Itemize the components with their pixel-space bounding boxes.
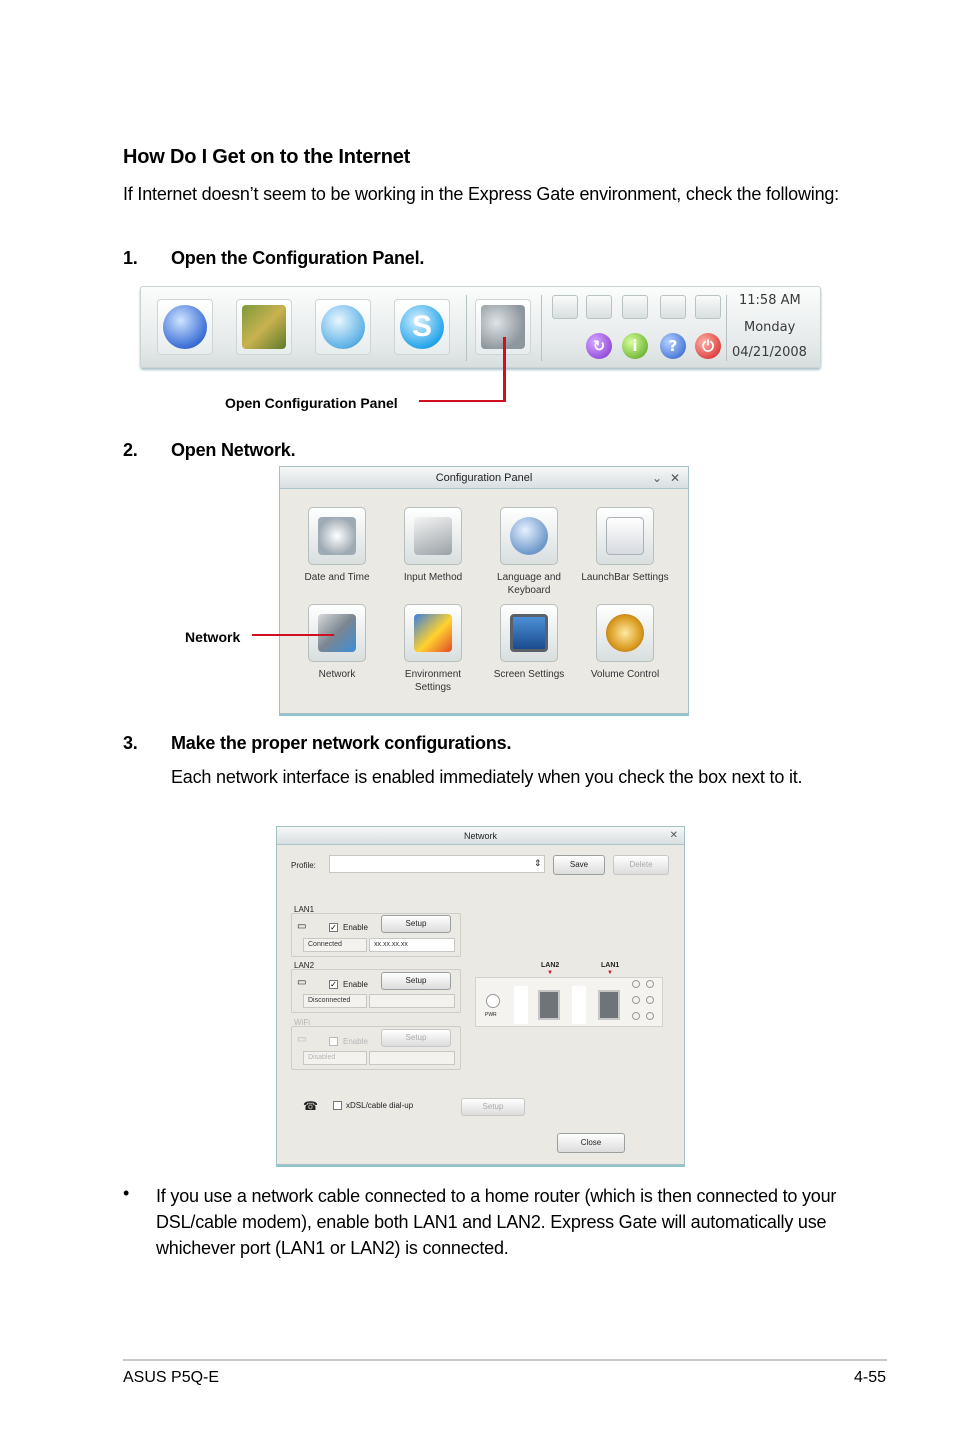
window-titlebar	[280, 467, 688, 489]
browser-icon	[163, 305, 207, 349]
cfg-item-launchbar-settings[interactable]	[580, 507, 670, 584]
wifi-status: Disabled	[303, 1051, 367, 1065]
step-number: 1.	[123, 248, 138, 268]
cfg-item-label: Volume Control	[590, 669, 660, 680]
lan1-setup-button[interactable]: Setup	[381, 915, 451, 933]
audio-port-icon	[646, 1012, 654, 1020]
audio-port-icon	[632, 980, 640, 988]
tray-icon-2[interactable]	[586, 295, 612, 319]
lan2-label: LAN2	[294, 961, 315, 970]
help-icon[interactable]: ?	[660, 333, 686, 359]
cfg-item-language-and-keyboard[interactable]	[484, 507, 574, 597]
keyboard-icon	[414, 517, 452, 555]
step-text: Make the proper network configurations.	[171, 733, 512, 753]
info-icon[interactable]: i	[622, 333, 648, 359]
xdsl-setup-button[interactable]: Setup	[461, 1098, 525, 1116]
tray-icon-5[interactable]	[695, 295, 721, 319]
skype-tile[interactable]	[394, 299, 450, 355]
lan1-enable-label: Enable	[343, 923, 368, 932]
step-1	[123, 248, 523, 270]
lan2-ip	[369, 994, 455, 1008]
ethernet-icon: ▭	[297, 977, 307, 988]
cfg-item-label: Environment Settings	[404, 669, 462, 693]
section-heading: How Do I Get on to the Internet	[123, 146, 411, 168]
footer-page-number: 4-55	[853, 1369, 886, 1386]
callout-network: Network	[185, 629, 241, 645]
audio-port-icon	[632, 1012, 640, 1020]
xdsl-label: xDSL/cable dial-up	[346, 1101, 414, 1110]
power-icon[interactable]: ⏻	[695, 333, 721, 359]
configuration-panel-window	[279, 466, 689, 714]
divider	[726, 295, 727, 361]
monitor-icon	[510, 614, 548, 652]
step-text: Open the Configuration Panel.	[171, 248, 425, 268]
minimize-icon[interactable]: ⌄	[651, 471, 662, 485]
chevron-updown-icon: ⇕	[534, 858, 542, 868]
photo-icon	[242, 305, 286, 349]
window-title: Configuration Panel	[435, 472, 533, 484]
wifi-enable-checkbox[interactable]	[329, 1037, 338, 1046]
lan1-label: LAN1	[294, 905, 315, 914]
clock-day: Monday	[744, 320, 796, 335]
close-button[interactable]: Close	[557, 1133, 625, 1153]
callout-open-configuration-panel: Open Configuration Panel	[225, 395, 398, 411]
lan2-setup-button[interactable]: Setup	[381, 972, 451, 990]
step-text: Open Network.	[171, 440, 296, 460]
lan2-enable-label: Enable	[343, 980, 368, 989]
cfg-item-label: Screen Settings	[493, 669, 565, 680]
intro-paragraph: If Internet doesn’t seem to be working in the Express Gate environment, check the following:	[123, 184, 839, 204]
globe-icon	[510, 517, 548, 555]
audio-port-icon	[646, 996, 654, 1004]
window-title: Network	[463, 831, 497, 841]
cfg-item-label: LaunchBar Settings	[581, 572, 669, 583]
wifi-setup-button[interactable]: Setup	[381, 1029, 451, 1047]
save-button[interactable]: Save	[553, 855, 605, 875]
window-titlebar	[277, 827, 684, 845]
delete-button[interactable]: Delete	[613, 855, 669, 875]
speaker-icon	[606, 614, 644, 652]
step-number: 3.	[123, 733, 138, 753]
port-diagram	[475, 977, 663, 1027]
lan1-enable-checkbox[interactable]: ✓	[330, 923, 337, 932]
close-icon[interactable]: ✕	[669, 830, 678, 841]
cfg-item-network[interactable]	[292, 604, 382, 681]
tray-icon-4[interactable]	[660, 295, 686, 319]
wifi-ip	[369, 1051, 455, 1065]
step-3-paragraph: Each network interface is enabled immediately when you check the box next to it.	[171, 767, 803, 787]
cfg-item-environment-settings[interactable]	[388, 604, 478, 694]
cfg-item-screen-settings[interactable]	[484, 604, 574, 681]
footer-divider	[123, 1359, 887, 1361]
network-icon	[318, 614, 356, 652]
cfg-item-label: Language and Keyboard	[497, 572, 561, 596]
lan1-port-icon	[598, 990, 620, 1020]
callout-line	[503, 337, 506, 402]
wifi-icon: ▭	[297, 1034, 307, 1045]
wifi-enable-label: Enable	[343, 1037, 368, 1046]
cfg-item-label: Input Method	[403, 572, 463, 583]
audio-port-icon	[632, 996, 640, 1004]
callout-line	[419, 400, 506, 402]
cfg-item-label: Network	[318, 669, 356, 680]
launcher-icon[interactable]: ↻	[586, 333, 612, 359]
step-3	[123, 733, 623, 755]
close-icon[interactable]: ✕	[669, 471, 680, 485]
launch-bar-screenshot	[140, 286, 821, 368]
step-2	[123, 440, 523, 462]
power-port-label: PWR	[485, 1012, 497, 1018]
profile-select[interactable]	[329, 855, 545, 873]
photo-tile[interactable]	[236, 299, 292, 355]
launchbar-icon	[606, 517, 644, 555]
tray-icon-1[interactable]	[552, 295, 578, 319]
callout-line	[252, 634, 334, 636]
audio-port-icon	[646, 980, 654, 988]
lan2-port-label: LAN2	[541, 962, 560, 969]
chat-icon	[321, 305, 365, 349]
lan2-status: Disconnected	[303, 994, 367, 1008]
arrow-down-icon: ▼	[547, 970, 553, 976]
cfg-item-date-and-time[interactable]	[292, 507, 382, 584]
clock-date: 04/21/2008	[732, 345, 807, 360]
bullet-symbol: •	[123, 1183, 130, 1203]
power-port-icon	[486, 994, 500, 1008]
arrow-down-icon: ▼	[607, 970, 613, 976]
clock-icon	[318, 517, 356, 555]
environment-icon	[414, 614, 452, 652]
bullet-text: If you use a network cable connected to a home router (which is then connected to your DSL/cable modem), enable both LAN1 and LAN2. Express Gate will automatically use whichever port (LAN1 or LAN2) is connected.	[156, 1186, 837, 1258]
wifi-label: WiFi	[294, 1018, 310, 1027]
lan2-port-icon	[538, 990, 560, 1020]
step-number: 2.	[123, 440, 138, 460]
skype-icon: S	[400, 305, 444, 349]
tray-icon-3[interactable]	[622, 295, 648, 319]
chat-tile[interactable]	[315, 299, 371, 355]
modem-icon: ☎	[303, 1099, 318, 1113]
lan2-enable-checkbox[interactable]: ✓	[330, 980, 337, 989]
profile-label: Profile:	[291, 861, 316, 870]
lan1-status: Connected	[303, 938, 367, 952]
ethernet-icon: ▭	[297, 921, 307, 932]
browser-tile[interactable]	[157, 299, 213, 355]
network-window	[276, 826, 685, 1165]
lan1-port-label: LAN1	[601, 962, 620, 969]
lan1-ip: xx.xx.xx.xx	[369, 938, 455, 952]
divider	[466, 295, 467, 361]
cfg-item-label: Date and Time	[304, 572, 370, 583]
footer-product: ASUS P5Q-E	[123, 1369, 220, 1386]
clock-time: 11:58 AM	[739, 293, 801, 308]
cfg-item-input-method[interactable]	[388, 507, 478, 584]
xdsl-checkbox[interactable]	[333, 1101, 342, 1110]
cfg-item-volume-control[interactable]	[580, 604, 670, 681]
divider	[541, 295, 542, 361]
